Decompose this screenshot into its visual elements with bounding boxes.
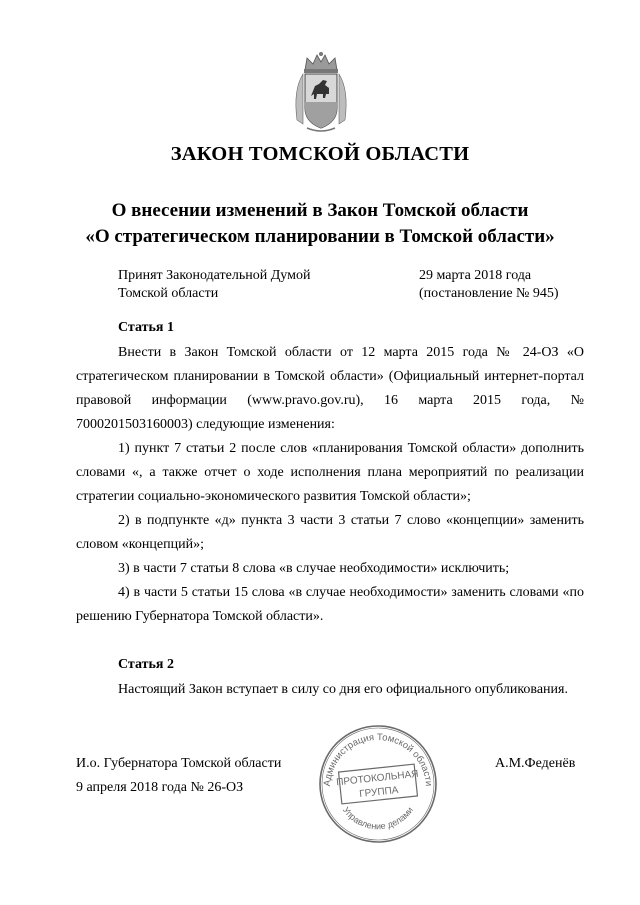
law-subject xyxy=(0,198,640,250)
article-1-paragraph: 2) в подпункте «д» пункта 3 части 3 статьи 7 слово «концепции» заменить словом «концепций»; xyxy=(76,513,584,552)
stamp-ring-top: Администрация Томской области xyxy=(321,731,435,787)
signatory-name: А.М.Феденёв xyxy=(495,756,576,771)
signature-block xyxy=(76,752,281,800)
article-1-paragraph: 4) в части 5 статьи 15 слова «в случае необходимости» заменить словами «по решению Губернатора Томской области». xyxy=(76,585,584,624)
law-subject-line-1: О внесении изменений в Закон Томской области xyxy=(111,200,529,221)
resolution-number: (постановление № 945) xyxy=(419,286,559,301)
law-title: ЗАКОН ТОМСКОЙ ОБЛАСТИ xyxy=(170,143,470,165)
adoption-date-block xyxy=(419,267,559,303)
stamp-ring-bottom: Управление делами xyxy=(340,805,416,832)
article-2-paragraph: Настоящий Закон вступает в силу со дня его официального опубликования. xyxy=(118,682,568,697)
article-2-heading: Статья 2 xyxy=(118,657,174,672)
adopted-by xyxy=(118,267,310,303)
adoption-date: 29 марта 2018 года xyxy=(419,268,532,283)
article-1-paragraph: 3) в части 7 статьи 8 слова «в случае необходимости» исключить; xyxy=(118,561,510,576)
tomsk-coat-of-arms-icon xyxy=(289,50,353,134)
stamp-center-line-1: ПРОТОКОЛЬНАЯ xyxy=(335,768,420,789)
article-1-paragraph: Внести в Закон Томской области от 12 марта 2015 года № 24-ОЗ «О стратегическом планировании в Томской области» (Официальный интернет-портал правовой информации (www.pravo.gov.ru), 16 марта 2015 года, № 7000201503160003) следующие изменения: xyxy=(76,345,584,432)
adopted-by-line-1: Принят Законодательной Думой xyxy=(118,268,311,283)
law-subject-line-2: «О стратегическом планировании в Томской области» xyxy=(85,226,555,247)
article-1-heading: Статья 1 xyxy=(118,320,174,335)
official-stamp xyxy=(316,722,440,846)
signatory-position: И.о. Губернатора Томской области xyxy=(76,756,282,771)
article-2-body xyxy=(76,678,584,702)
adopted-by-line-2: Томской области xyxy=(118,286,219,301)
law-date-number: 9 апреля 2018 года № 26-ОЗ xyxy=(76,780,244,795)
stamp-center-line-2: ГРУППА xyxy=(358,784,399,800)
article-1-paragraph: 1) пункт 7 статьи 2 после слов «планирования Томской области» дополнить словами «, а также отчет о ходе исполнения плана мероприятий по реализации стратегии социально-экономического развития Томской области»; xyxy=(76,441,584,504)
article-1-body xyxy=(76,341,584,629)
